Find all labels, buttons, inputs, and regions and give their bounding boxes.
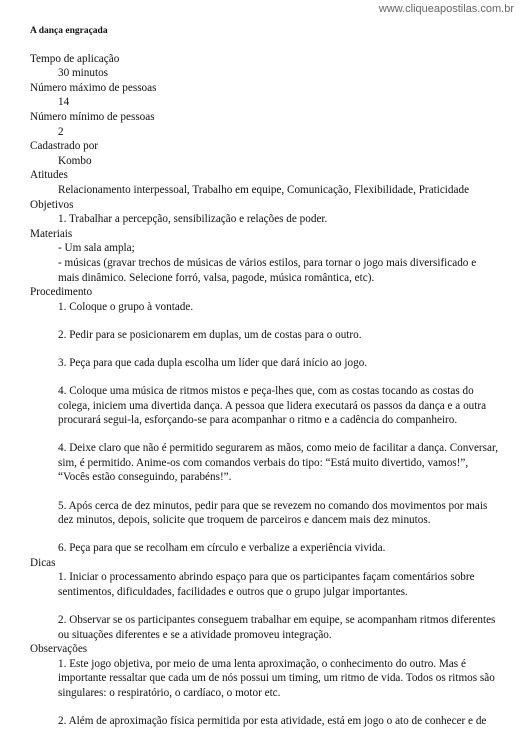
materiais-item: - músicas (gravar trechos de músicas de vários estilos, para tornar o jogo mais diversificado e mais dinâmico. Selecione forró, valsa, pagode, música romântica, etc).	[58, 256, 477, 284]
label-min-pessoas: Número mínimo de pessoas	[30, 110, 155, 123]
value-atitudes: Relacionamento interpessoal, Trabalho em equipe, Comunicação, Flexibilidade, Praticidade	[58, 183, 470, 196]
value-objetivos: 1. Trabalhar a percepção, sensibilização e relações de poder.	[58, 213, 328, 226]
value-min-pessoas: 2	[58, 125, 64, 138]
label-objetivos: Objetivos	[30, 198, 74, 211]
dicas-item: 2. Observar se os participantes conseguem trabalhar em equipe, se acompanham ritmos diferentes ou situações diferentes e se a atividade promoveu integração.	[58, 614, 496, 641]
document-title: A dança engraçada	[30, 26, 108, 36]
document-page	[30, 24, 500, 729]
procedimento-step: 4. Coloque uma música de ritmos mistos e peça-lhes que, com as costas tocando as costas do colega, iniciem uma divertida dança. A pessoa que lidera executará os passos da dança e a outra procurará segui-la, esforçando-se para acompanhar o ritmo e a cadência do companheiro.	[58, 384, 487, 427]
value-tempo: 30 minutos	[58, 67, 109, 80]
label-observacoes: Observações	[30, 643, 88, 656]
procedimento-step: 6. Peça para que se recolham em círculo e verbalize a experiência vivida.	[58, 542, 386, 555]
observacoes-list	[58, 657, 500, 729]
label-atitudes: Atitudes	[30, 169, 68, 182]
procedimento-step: 2. Pedir para se posicionarem em duplas, um de costas para o outro.	[58, 328, 362, 341]
materiais-item: - Um sala ampla;	[58, 242, 135, 255]
dicas-list	[58, 570, 500, 642]
observacoes-item: 2. Além de aproximação física permitida por esta atividade, está em jogo o ato de conhecer e de	[58, 715, 487, 728]
site-url: www.cliqueapostilas.com.br	[378, 3, 514, 15]
label-cadastrado: Cadastrado por	[30, 140, 99, 153]
procedimento-step: 3. Peça para que cada dupla escolha um líder que dará início ao jogo.	[58, 356, 368, 369]
label-materiais: Materiais	[30, 227, 73, 240]
observacoes-item: 1. Este jogo objetiva, por meio de uma lenta aproximação, o conhecimento do outro. Mas é importante ressaltar que cada um de nós possui um timing, um ritmo de vida. Todos os ritmos são singulares: o respiratório, o cardíaco, o motor etc.	[58, 657, 495, 700]
value-cadastrado: Kombo	[58, 154, 92, 167]
materiais-list	[58, 241, 500, 285]
procedimento-step: 5. Após cerca de dez minutos, pedir para que se revezem no comando dos movimentos por mais dez minutos, depois, solicite que troquem de parceiros e dancem mais dez minutos.	[58, 499, 488, 527]
procedimento-step: 4. Deixe claro que não é permitido segurarem as mãos, como meio de facilitar a dança. Conversar, sim, é permitido. Anime-os com comandos verbais do tipo: “Está muito divertido, vamos!”, “Vocês estão conseguindo, parabéns!”.	[58, 442, 499, 484]
value-max-pessoas: 14	[58, 96, 70, 109]
label-max-pessoas: Número máximo de pessoas	[30, 81, 157, 94]
procedimento-list	[58, 300, 500, 556]
label-tempo: Tempo de aplicação	[30, 52, 120, 65]
label-procedimento: Procedimento	[30, 286, 93, 299]
label-dicas: Dicas	[30, 556, 56, 569]
dicas-item: 1. Iniciar o processamento abrindo espaço para que os participantes façam comentários sobre sentimentos, dificuldades, facilidades e outros que o grupo julgar importantes.	[58, 571, 475, 598]
procedimento-step: 1. Coloque o grupo à vontade.	[58, 300, 194, 313]
